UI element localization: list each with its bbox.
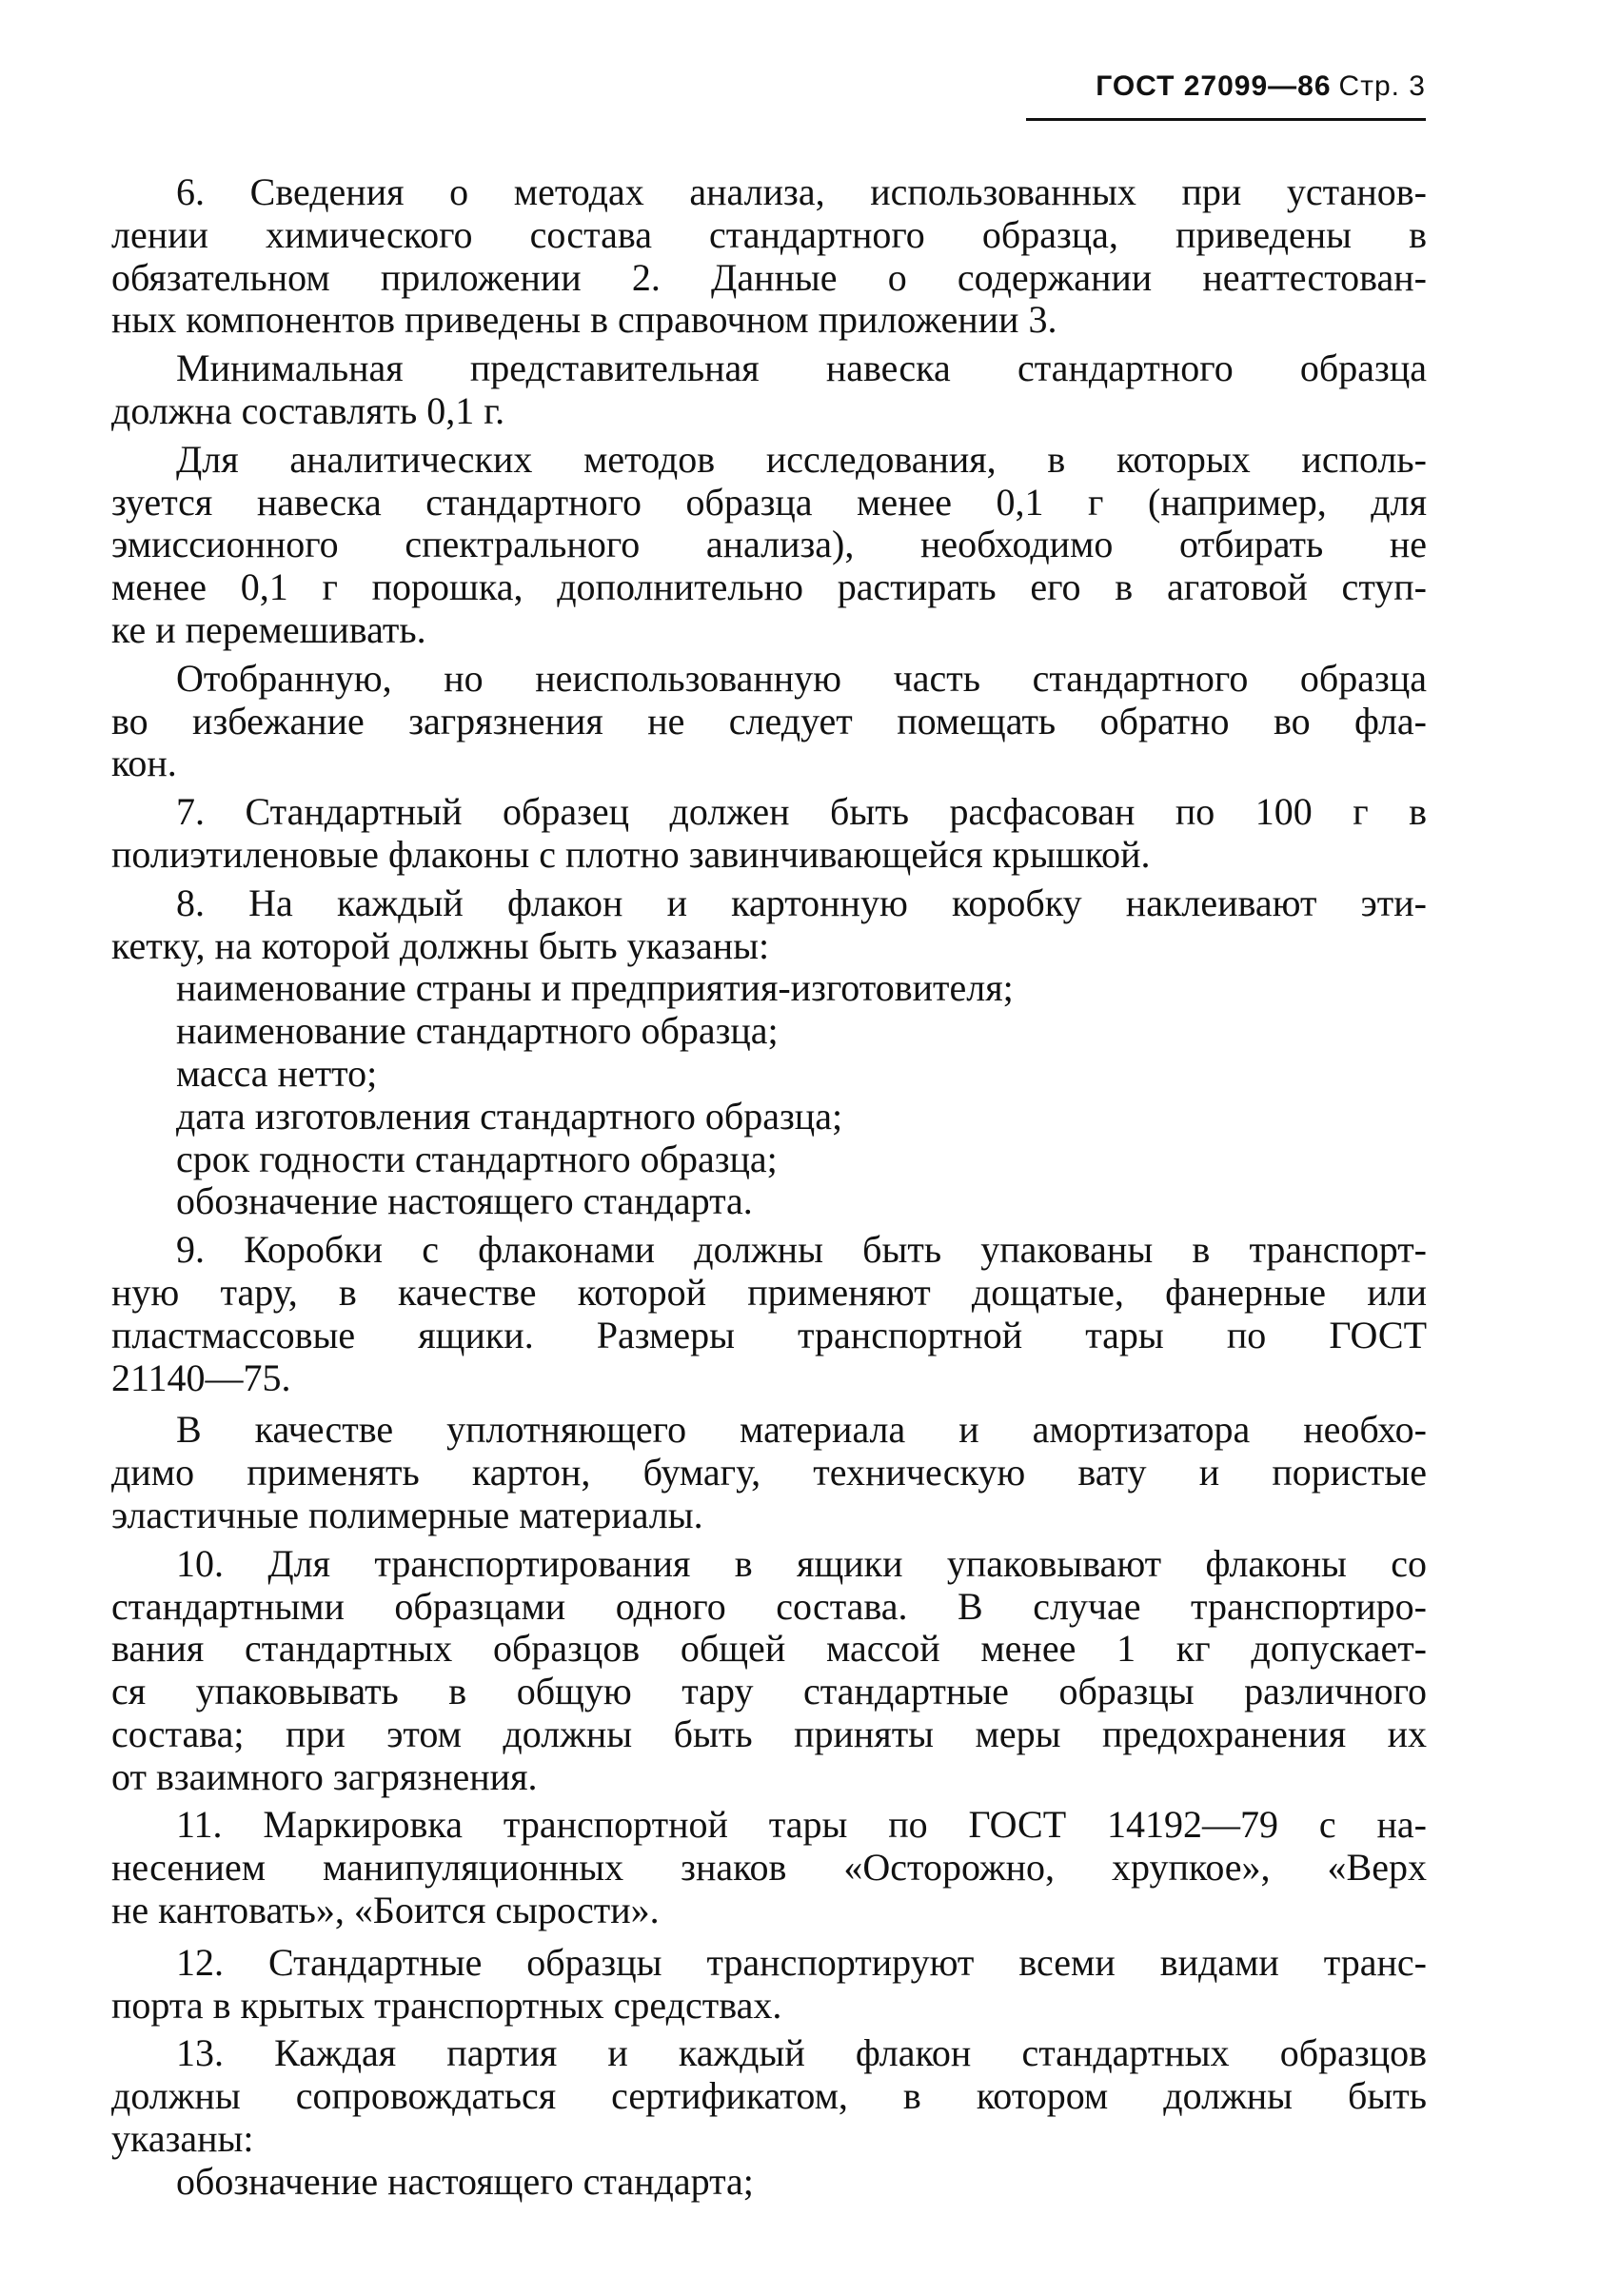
text-line: 6. Сведения о методах анализа, использованных при установ- [176,170,1427,213]
list-item: обозначение настоящего стандарта; [176,2159,754,2203]
text-line: Для аналитических методов исследования, в которых исполь- [176,437,1427,481]
text-line: 21140—75. [111,1356,291,1399]
standard-number: ГОСТ 27099—86 [1096,70,1332,102]
list-item: дата изготовления стандартного образца; [176,1094,843,1138]
header-rule [1026,118,1426,121]
text-line: от взаимного загрязнения. [111,1754,538,1798]
text-line: должны сопровождаться сертификатом, в котором должны быть [111,2074,1427,2118]
text-line: ке и перемешивать. [111,607,426,651]
text-line: димо применять картон, бумагу, техническую вату и пористые [111,1451,1427,1494]
text-line: зуется навеска стандартного образца менее 0,1 г (например, для [111,480,1427,524]
list-item: обозначение настоящего стандарта. [176,1179,753,1223]
text-line: Минимальная представительная навеска стандартного образца [176,346,1427,390]
text-line: кетку, на которой должны быть указаны: [111,923,770,967]
text-line: полиэтиленовые флаконы с плотно завинчивающейся крышкой. [111,832,1151,876]
text-line: стандартными образцами одного состава. В случае транспортиро- [111,1584,1427,1628]
list-item: срок годности стандартного образца; [176,1137,778,1180]
text-line: указаны: [111,2117,254,2161]
text-line: порта в крытых транспортных средствах. [111,1983,782,2027]
text-line: менее 0,1 г порошка, дополнительно растирать его в агатовой ступ- [111,565,1427,609]
text-line: 12. Стандартные образцы транспортируют всеми видами транс- [176,1940,1427,1984]
body-text [111,171,1427,2204]
text-line: вания стандартных образцов общей массой менее 1 кг допускает- [111,1627,1427,1671]
header-text [1096,70,1426,103]
text-line: несением манипуляционных знаков «Осторожно, хрупкое», «Верх [111,1846,1427,1890]
text-line: 11. Маркировка транспортной тары по ГОСТ 14192—79 с на- [176,1803,1427,1847]
text-line: не кантовать», «Боится сырости». [111,1889,660,1932]
text-line: должна составлять 0,1 г. [111,388,505,432]
text-line: состава; при этом должны быть приняты меры предохранения их [111,1712,1427,1755]
text-line: ных компонентов приведены в справочном приложении 3. [111,298,1057,342]
list-item: наименование страны и предприятия-изготовителя; [176,966,1014,1010]
text-line: 9. Коробки с флаконами должны быть упакованы в транспорт- [176,1228,1427,1272]
text-line: пластмассовые ящики. Размеры транспортной тары по ГОСТ [111,1313,1427,1356]
text-line: Отобранную, но неиспользованную часть стандартного образца [176,656,1427,700]
page-header [1026,70,1426,122]
text-line: 7. Стандартный образец должен быть расфасован по 100 г в [176,790,1427,834]
text-line: В качестве уплотняющего материала и амортизатора необхо- [176,1408,1427,1452]
text-line: ную тару, в качестве которой применяют дощатые, фанерные или [111,1270,1427,1314]
page-number: Стр. 3 [1338,70,1426,102]
text-line: 13. Каждая партия и каждый флакон стандартных образцов [176,2031,1427,2075]
text-line: 8. На каждый флакон и картонную коробку наклеивают эти- [176,881,1427,924]
list-item: масса нетто; [176,1051,378,1095]
list-item: наименование стандартного образца; [176,1009,779,1053]
text-line: лении химического состава стандартного образца, приведены в [111,212,1427,256]
text-line: эмиссионного спектрального анализа), необходимо отбирать не [111,523,1427,566]
text-line: обязательном приложении 2. Данные о содержании неаттестован- [111,255,1427,299]
text-line: эластичные полимерные материалы. [111,1493,703,1536]
text-line: 10. Для транспортирования в ящики упаковывают флаконы со [176,1541,1427,1585]
text-line: во избежание загрязнения не следует помещать обратно во фла- [111,699,1427,742]
text-line: ся упаковывать в общую тару стандартные образцы различного [111,1670,1427,1713]
text-line: кон. [111,742,177,785]
